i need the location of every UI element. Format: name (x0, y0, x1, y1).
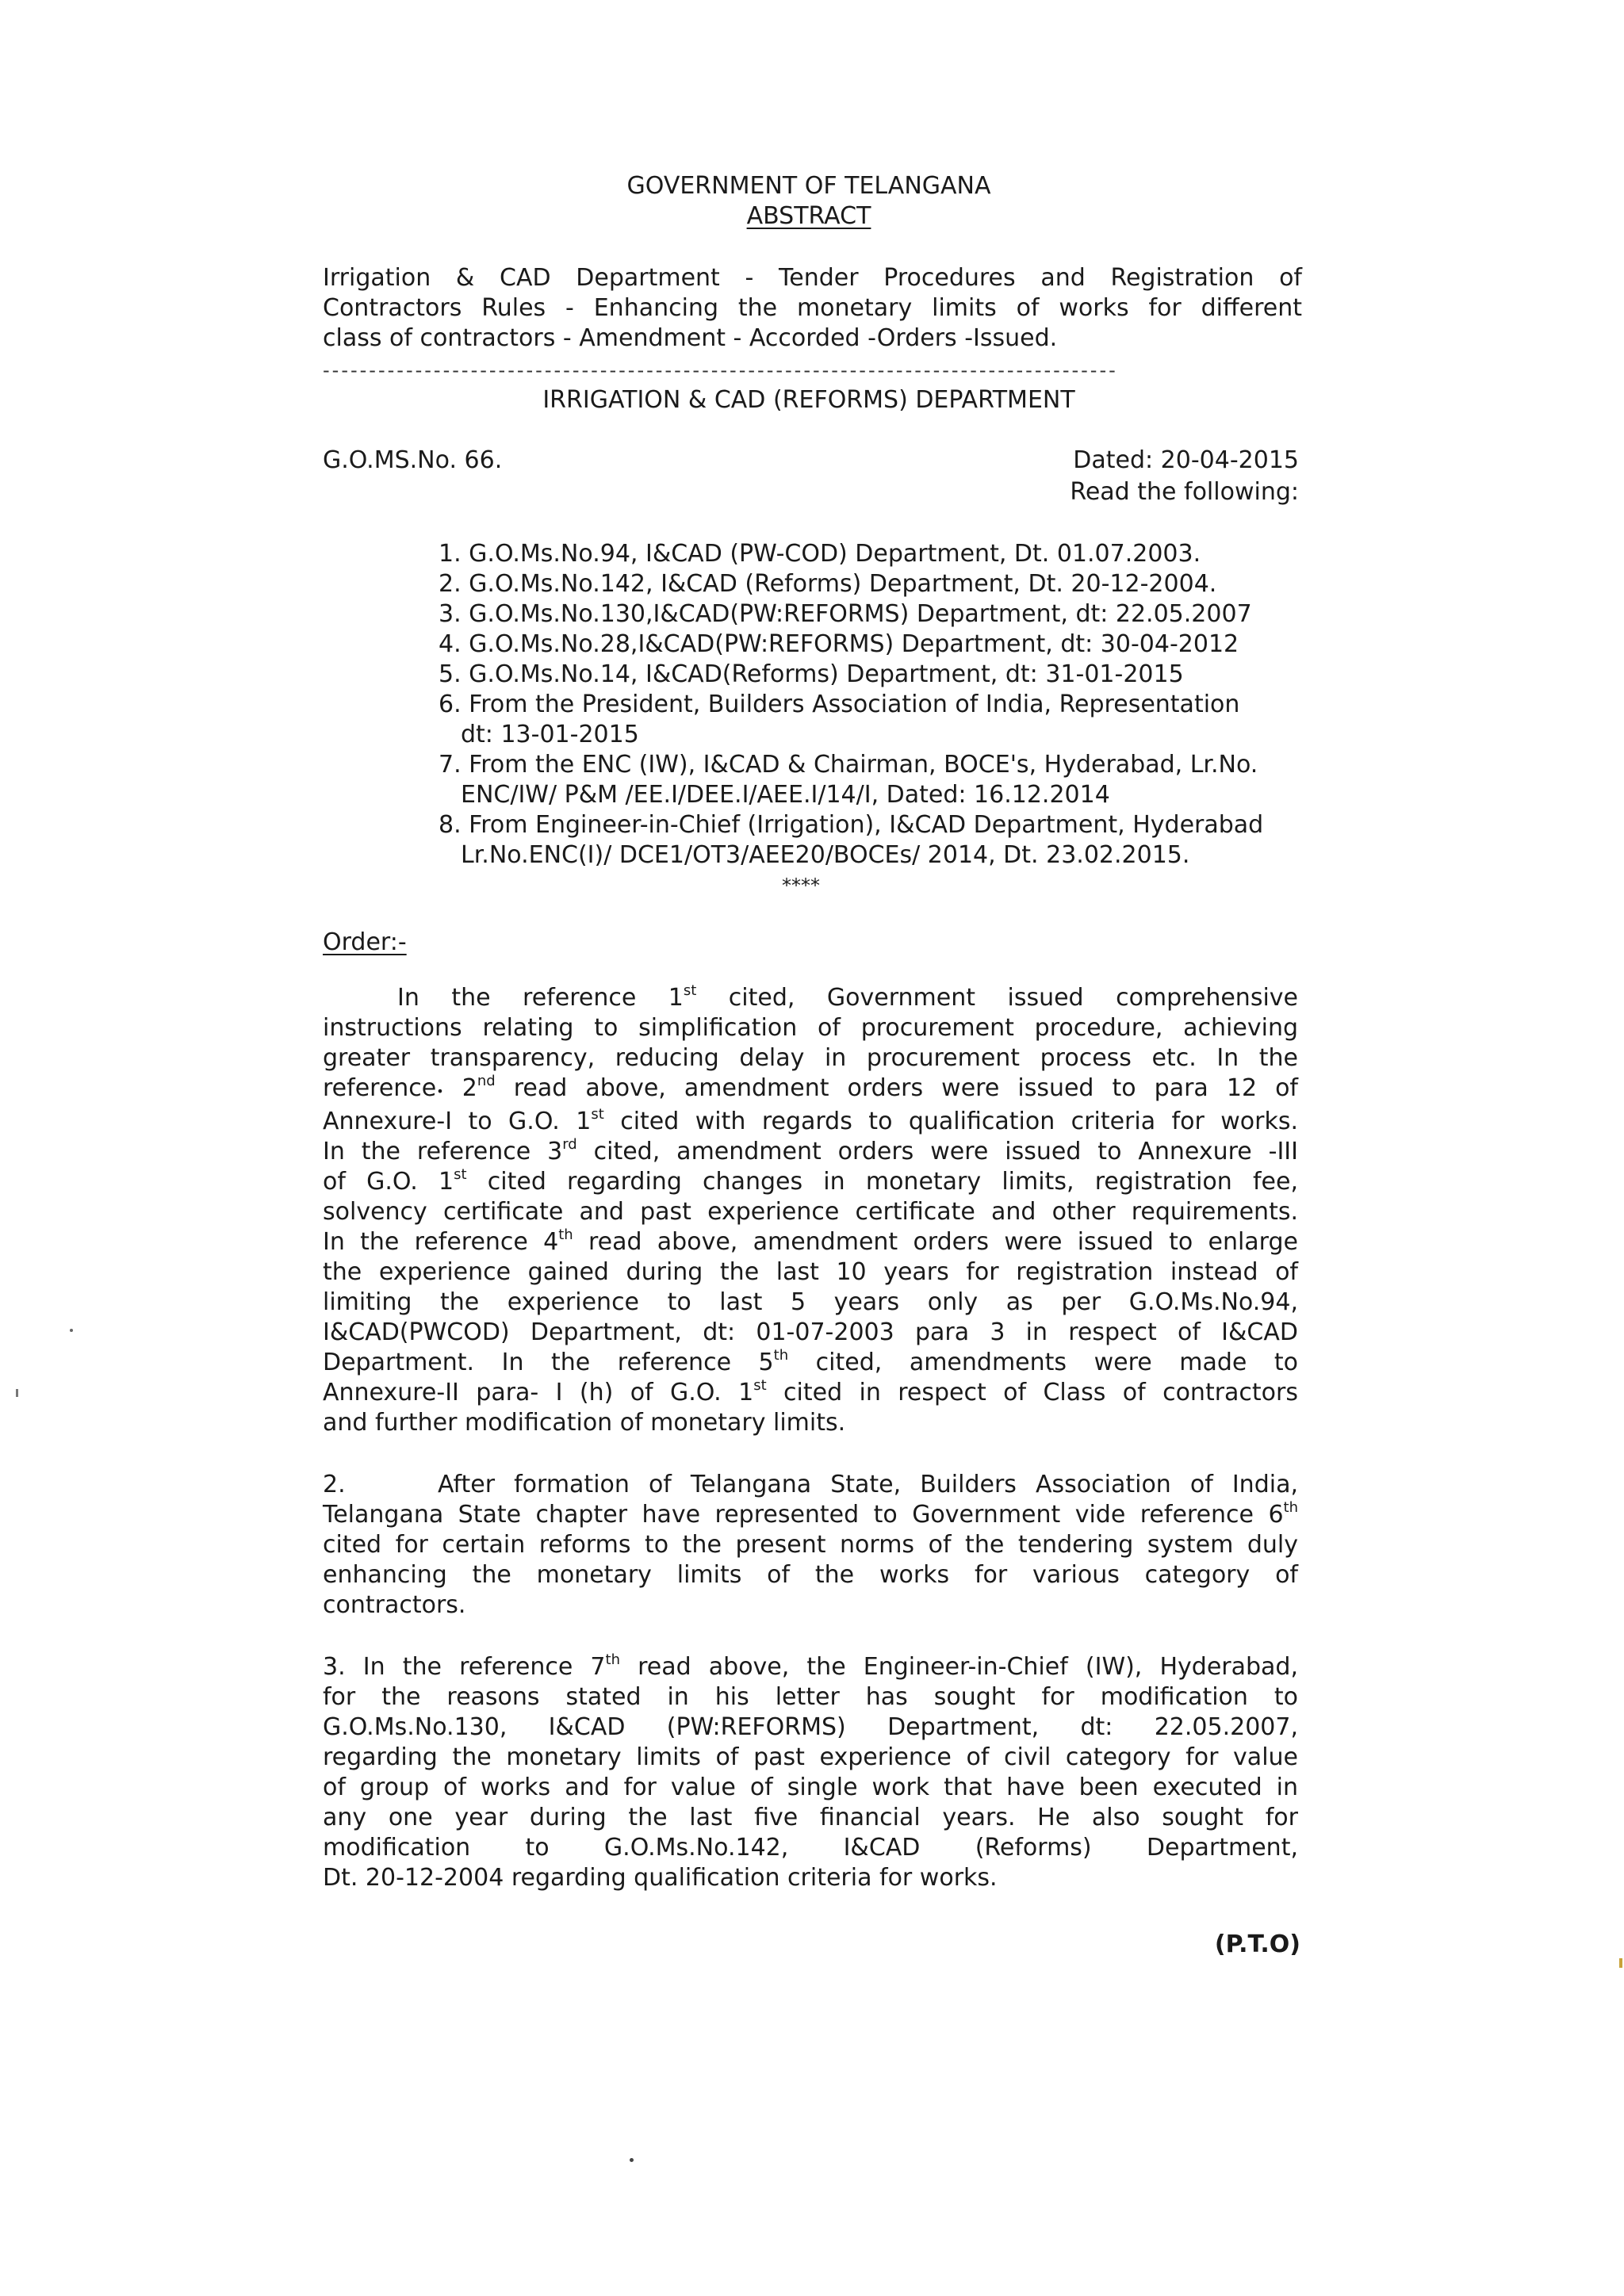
abstract-heading (508, 201, 1110, 232)
dashed-divider: -------------------------------------------------------------------------------------- (323, 359, 1118, 381)
scan-speck (1619, 1958, 1622, 1968)
p1-line: instructions relating to simplification of procurement procedure, achieving (323, 1014, 1298, 1042)
go-number: G.O.MS.No. 66. (323, 446, 503, 474)
department-title: IRRIGATION & CAD (REFORMS) DEPARTMENT (542, 386, 1075, 414)
p1-line: reference• 2nd read above, amendment orders were issued to para 12 of (323, 1073, 1298, 1102)
reference-item-continued: ENC/IW/ P&M /EE.I/DEE.I/AEE.I/14/I, Dated: 16.12.2014 (461, 781, 1110, 809)
p3-line: Dt. 20-12-2004 regarding qualification criteria for works. (323, 1864, 998, 1892)
p1-line: Department. In the reference 5th cited, amendments were made to (323, 1347, 1298, 1376)
p1-line: Annexure-I to G.O. 1st cited with regards to qualification criteria for works. (323, 1106, 1298, 1135)
reference-item: 6. From the President, Builders Association of India, Representation (439, 691, 1240, 718)
subject-line: Contractors Rules - Enhancing the monetary limits of works for different (323, 294, 1302, 322)
reference-item: 1. G.O.Ms.No.94, I&CAD (PW-COD) Department, Dt. 01.07.2003. (439, 540, 1201, 568)
paragraph-number: 2. (323, 1471, 346, 1498)
p3-line: for the reasons stated in his letter has sought for modification to (323, 1683, 1298, 1711)
stars-separator: **** (782, 874, 820, 897)
subject-line: Irrigation & CAD Department - Tender Procedures and Registration of (323, 264, 1302, 292)
reference-item: 5. G.O.Ms.No.14, I&CAD(Reforms) Department, dt: 31-01-2015 (439, 660, 1184, 688)
p3-line: 3. In the reference 7th read above, the Engineer-in-Chief (IW), Hyderabad, (323, 1651, 1298, 1681)
order-heading (323, 928, 407, 958)
p1-line: and further modification of monetary limits. (323, 1409, 846, 1437)
p3-line: of group of works and for value of single work that have been executed in (323, 1774, 1298, 1801)
pto-label: (P.T.O) (1214, 1931, 1300, 1958)
p1-line: of G.O. 1st cited regarding changes in monetary limits, registration fee, (323, 1166, 1298, 1196)
department-heading (444, 385, 1174, 415)
p1-line: limiting the experience to last 5 years only as per G.O.Ms.No.94, (323, 1288, 1298, 1316)
reference-item: 3. G.O.Ms.No.130,I&CAD(PW:REFORMS) Department, dt: 22.05.2007 (439, 600, 1252, 628)
p3-line: any one year during the last five financial years. He also sought for (323, 1804, 1298, 1831)
government-title: GOVERNMENT OF TELANGANA (626, 172, 991, 200)
p2-line: contractors. (323, 1591, 466, 1619)
p1-line: In the reference 3rd cited, amendment orders were issued to Annexure -III (323, 1136, 1299, 1165)
order-label: Order:- (323, 928, 407, 956)
reference-item: 7. From the ENC (IW), I&CAD & Chairman, BOCE's, Hyderabad, Lr.No. (439, 751, 1258, 779)
p1-line: greater transparency, reducing delay in procurement process etc. In the (323, 1044, 1298, 1072)
reference-item-continued: Lr.No.ENC(I)/ DCE1/OT3/AEE20/BOCEs/ 2014, Dt. 23.02.2015. (461, 841, 1190, 869)
abstract-label: ABSTRACT (746, 202, 871, 230)
p1-line: In the reference 4th read above, amendment orders were issued to enlarge (323, 1226, 1298, 1256)
scan-speck (16, 1389, 18, 1397)
p2-line: enhancing the monetary limits of the works for various category of (323, 1561, 1298, 1589)
scan-speck (630, 2158, 634, 2162)
p3-line: regarding the monetary limits of past experience of civil category for value (323, 1743, 1298, 1771)
p2-line: 2. After formation of Telangana State, Builders Association of India, (323, 1471, 1298, 1498)
p3-line: G.O.Ms.No.130, I&CAD (PW:REFORMS) Department, dt: 22.05.2007, (323, 1713, 1298, 1741)
paragraph-3 (323, 1652, 1298, 1893)
government-heading (508, 171, 1110, 201)
scan-speck (70, 1329, 73, 1332)
reference-item: 8. From Engineer-in-Chief (Irrigation), I&CAD Department, Hyderabad (439, 811, 1264, 839)
p1-line: solvency certificate and past experience certificate and other requirements. (323, 1198, 1298, 1226)
p1-line: I&CAD(PWCOD) Department, dt: 01-07-2003 para 3 in respect of I&CAD (323, 1318, 1298, 1346)
subject-line: class of contractors - Amendment - Accorded -Orders -Issued. (323, 324, 1058, 352)
p2-line: cited for certain reforms to the present norms of the tendering system duly (323, 1531, 1298, 1559)
go-date: Dated: 20-04-2015 (1073, 446, 1299, 474)
reference-list (439, 539, 1303, 871)
p1-line: Annexure-II para- I (h) of G.O. 1st cited in respect of Class of contractors (323, 1377, 1299, 1406)
p1-line: In the reference 1st cited, Government issued comprehensive (397, 982, 1298, 1012)
reference-item-continued: dt: 13-01-2015 (461, 721, 639, 748)
reference-item: 2. G.O.Ms.No.142, I&CAD (Reforms) Department, Dt. 20-12-2004. (439, 570, 1217, 598)
read-following: Read the following: (1070, 478, 1299, 506)
p1-line: the experience gained during the last 10 years for registration instead of (323, 1258, 1298, 1286)
paragraph-2 (323, 1470, 1298, 1621)
paragraph-1 (323, 983, 1298, 1438)
p2-line: Telangana State chapter have represented to Government vide reference 6th (323, 1499, 1298, 1529)
subject-block (323, 263, 1302, 354)
reference-item: 4. G.O.Ms.No.28,I&CAD(PW:REFORMS) Department, dt: 30-04-2012 (439, 630, 1239, 658)
p3-line: modification to G.O.Ms.No.142, I&CAD (Reforms) Department, (323, 1834, 1298, 1862)
